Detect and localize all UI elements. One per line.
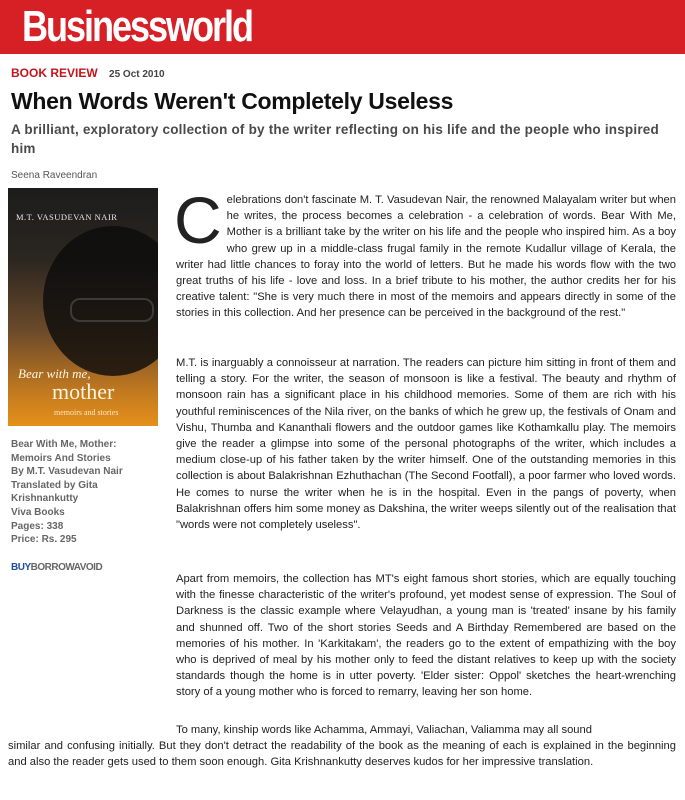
- book-info-line: Translated by Gita: [11, 479, 98, 491]
- masthead: [0, 0, 685, 54]
- article-paragraph-3: Apart from memoirs, the collection has MT's eight famous short stories, which are equally touching with the finesse characteristic of the writer's profound, yet modest sense of expression. The Soul of Darkness is the classic example where Velayudhan, a young man is 'treated' insane by his family and shunned off. Two of the short stories Seeds and A Birthday Remembered are based on the memories of his mother. In 'Karkitakam', the readers go to the extent of empathizing with the boy who is deprived of meal by his mother only to feed the distant relatives to keep up with the society standards though the home is in utter poverty. 'Elder sister: Oppol' sketches the heart-wrenching story of a young mother who is forced to remarry, leaving her son home.: [176, 573, 676, 699]
- book-info-line: Pages: 338: [11, 520, 64, 532]
- book-cover-image: [8, 188, 158, 426]
- cover-title-line2: mother: [52, 379, 115, 404]
- cover-author: M.T. VASUDEVAN NAIR: [16, 212, 118, 222]
- avoid-link[interactable]: AVOID: [73, 562, 103, 573]
- book-info-line: Price: Rs. 295: [11, 534, 77, 546]
- article-byline: Seena Raveendran: [11, 170, 98, 181]
- book-info-line: Krishnankutty: [11, 493, 79, 505]
- article-paragraph-1: [174, 183, 676, 322]
- article-deck: A brilliant, exploratory collection of by the writer reflecting on his life and the people who inspired him: [11, 122, 659, 156]
- verdict-actions: [11, 562, 102, 573]
- cover-subtitle: memoirs and stories: [54, 408, 119, 417]
- borrow-link[interactable]: BORROW: [30, 562, 74, 573]
- cover-glasses-shape: [70, 298, 154, 322]
- article-paragraph-4-first-line: To many, kinship words like Achamma, Ammayi, Valiachan, Valiamma may all sound: [176, 724, 592, 736]
- article-date: 25 Oct 2010: [109, 69, 165, 80]
- buy-link[interactable]: BUY: [11, 562, 31, 573]
- book-info-line: Viva Books: [11, 506, 65, 518]
- section-label[interactable]: BOOK REVIEW: [11, 66, 98, 80]
- site-logo[interactable]: Businessworld: [22, 2, 252, 51]
- book-info-line: Memoirs And Stories: [11, 452, 111, 464]
- book-info-line: Bear With Me, Mother:: [11, 439, 117, 450]
- cover-title-line1: Bear with me,: [18, 366, 91, 381]
- article-paragraph-2: M.T. is inarguably a connoisseur at narration. The readers can picture him sitting in front of them and telling a story. For the writer, the season of monsoon is like a festival. The beauty and rhythm of monsoon rain has a significant place in his childhood memories. Some of them are rich with his youthful reminiscences of the Nila river, on the banks of which he grew up, the festivals of Onam and Vishu, Thumba and Kananthali flowers and the outdoor games like Kothamkallu play. The memoirs give the reader a glimpse into some of the personal photographs of the writer, which includes a medium close-up of his father taken by the writer himself. One of the outstanding memories in this collection is about Balakrishnan Ezhuthachan (The Second Footfall), a poor farmer who loved words. He comes to nurse the writer when he is in the hospital. Even in the pangs of poverty, when Balakrishnan offers him some money as Dakshina, the writer weeps silently out of the realisation that "words were not completely useless".: [176, 357, 676, 532]
- article-headline: When Words Weren't Completely Useless: [11, 88, 454, 114]
- drop-cap: C: [174, 183, 222, 257]
- book-info: [11, 438, 159, 547]
- paragraph-1-text: elebrations don't fascinate M. T. Vasudevan Nair, the renowned Malayalam writer but when he writes, the process becomes a celebration - a celebration of words. Bear With Me, Mother is a brilliant take by the writer on his life and the people who inspired him. As a boy who grew up in a middle-class frugal family in the remote Kudallur village of Kerala, the writer had little chances to foray into the world of letters. But he made his words flow with the two great truths of his life - love and loss. In a brief tribute to his mother, the author credits her for his creative talent: "She is very much there in most of the memoirs and appears directly in some of the stories in this collection. And her presence can be perceived in the background of the rest.": [176, 194, 676, 320]
- book-info-line: By M.T. Vasudevan Nair: [11, 466, 123, 478]
- article-paragraph-4: similar and confusing initially. But they don't detract the readability of the book as the meaning of each is explained in the beginning and also the reader gets used to them soon enough. Gita Krishnankutty deserves kudos for her impressive translation.: [8, 740, 676, 769]
- article-kicker: [11, 66, 165, 80]
